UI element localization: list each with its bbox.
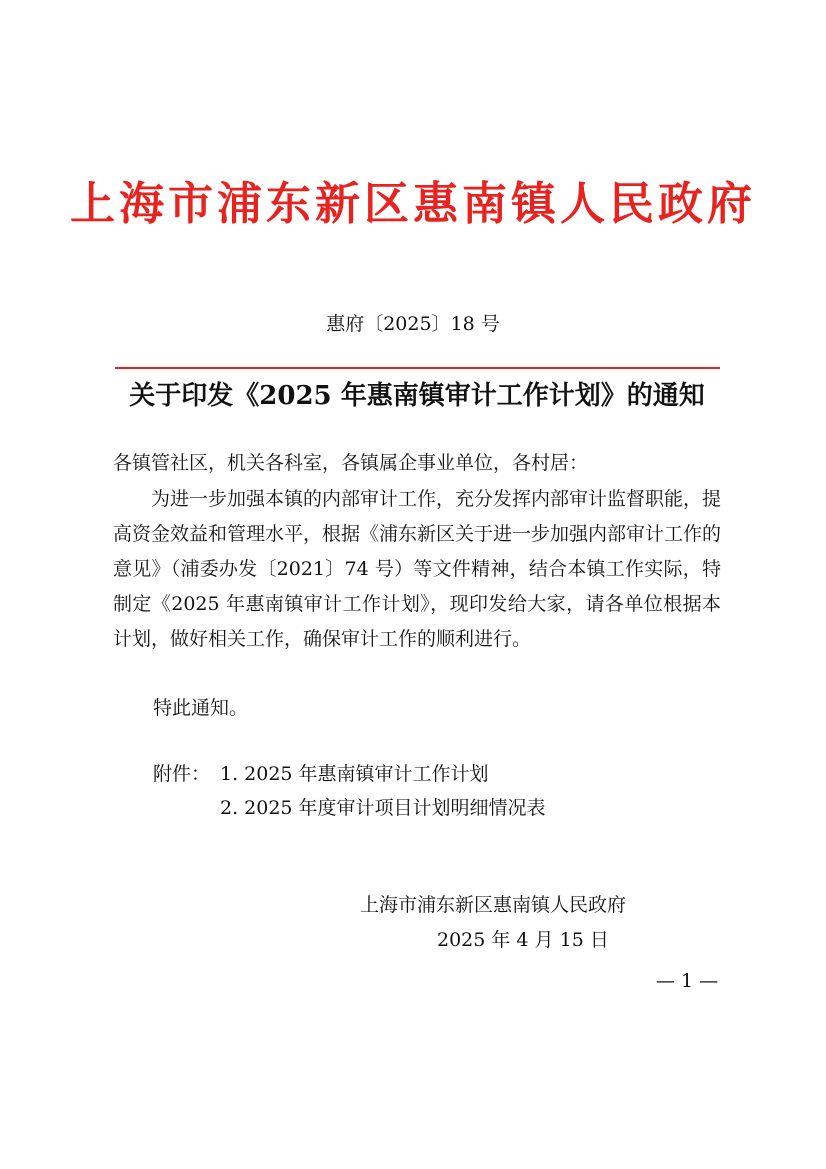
salutation: 各镇管社区，机关各科室，各镇属企事业单位，各村居：: [113, 452, 589, 474]
page-number: — 1 —: [656, 970, 719, 992]
signature-organization: 上海市浦东新区惠南镇人民政府: [360, 894, 627, 916]
document-title: 关于印发《2025 年惠南镇审计工作计划》的通知: [129, 381, 705, 411]
attachment-item: 1. 2025 年惠南镇审计工作计划: [220, 763, 489, 785]
issuing-organization-header: 上海市浦东新区惠南镇人民政府: [69, 177, 756, 230]
document-number: 惠府〔2025〕18 号: [326, 313, 500, 335]
attachment-item: 2. 2025 年度审计项目计划明细情况表: [220, 797, 546, 819]
attachments-label: 附件：: [153, 763, 211, 785]
closing-notice: 特此通知。: [153, 697, 249, 719]
red-divider-line: [115, 367, 720, 369]
signature-date: 2025 年 4 月 15 日: [437, 929, 609, 951]
body-paragraph: 为进一步加强本镇的内部审计工作，充分发挥内部审计监督职能，提高资金效益和管理水平，根据《浦东新区关于进一步加强内部审计工作的意见》（浦委办发〔2021〕74 号）等文件精神，结合本镇工作实际，特制定《2025 年惠南镇审计工作计划》，现印发给大家，请各单位根据本计划，做好相关工作，确保审计工作的顺利进行。: [113, 488, 722, 650]
